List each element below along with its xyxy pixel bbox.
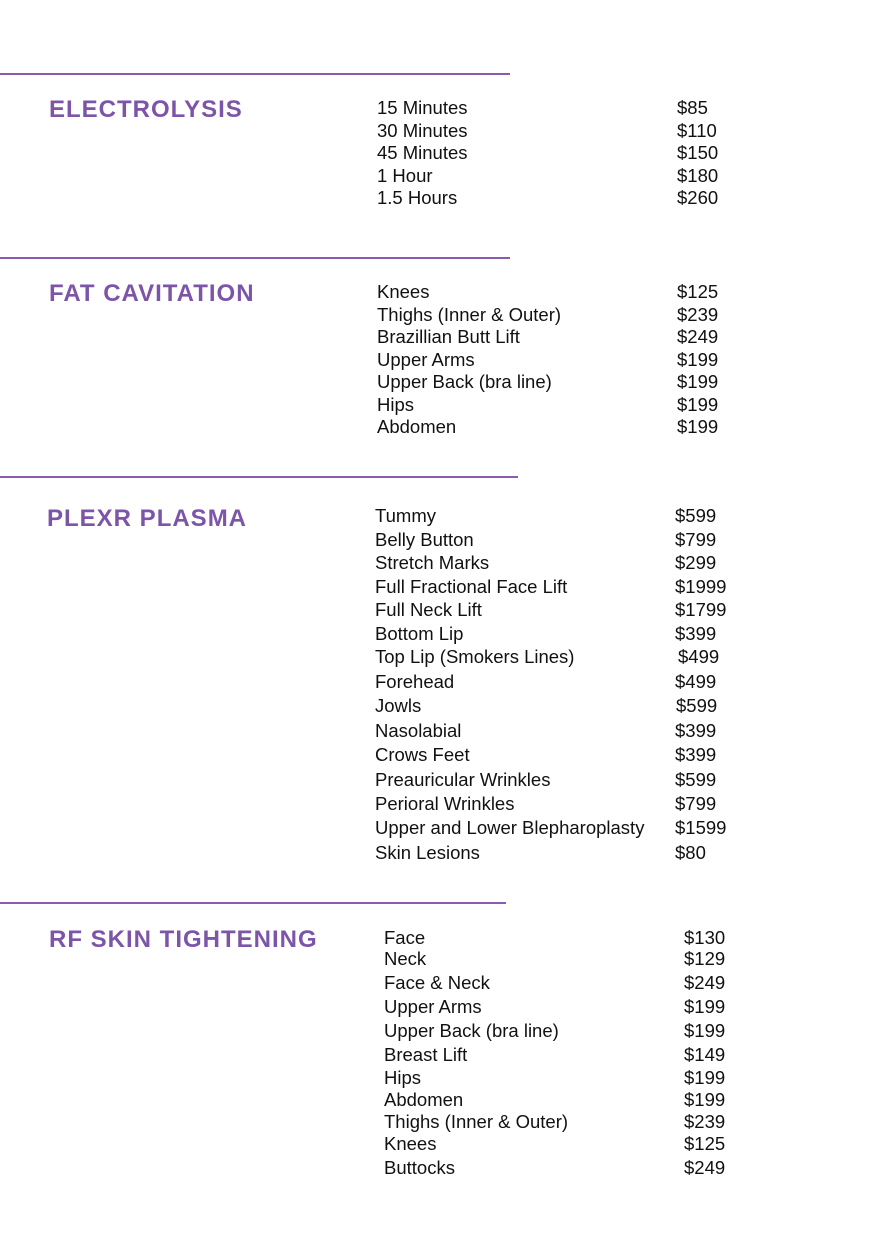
service-price: $399 <box>675 719 717 741</box>
price-list-item <box>384 1089 784 1111</box>
section-divider <box>0 476 518 478</box>
price-list-item <box>375 793 795 817</box>
service-price: $799 <box>675 528 717 550</box>
price-list-item <box>377 187 777 210</box>
price-list-item <box>375 529 795 553</box>
service-price: $1799 <box>675 599 727 620</box>
service-price: $180 <box>677 164 719 186</box>
service-price: $599 <box>675 768 717 790</box>
price-list-item <box>377 304 777 327</box>
service-name: Neck <box>384 948 427 969</box>
service-price: $249 <box>684 1156 726 1178</box>
service-price: $249 <box>677 326 719 347</box>
price-list-item <box>384 972 784 996</box>
service-name: Preauricular Wrinkles <box>375 768 551 790</box>
service-name: Hips <box>384 1066 422 1088</box>
service-name: Crows Feet <box>375 744 470 765</box>
service-price: $149 <box>684 1043 726 1065</box>
price-list-item <box>375 695 795 720</box>
price-list-item <box>375 576 795 600</box>
price-list-item <box>375 646 795 671</box>
service-name: Bottom Lip <box>375 622 464 644</box>
price-list-item <box>377 97 777 120</box>
service-name: Skin Lesions <box>375 841 480 863</box>
service-name: 30 Minutes <box>377 119 468 141</box>
service-price: $1599 <box>675 817 727 838</box>
service-name: Full Neck Lift <box>375 599 482 620</box>
price-list <box>375 505 795 866</box>
price-list-item <box>377 142 777 165</box>
service-price: $1999 <box>675 575 727 597</box>
service-price: $129 <box>684 948 726 969</box>
service-name: Upper Arms <box>384 995 482 1017</box>
section-divider <box>0 257 510 259</box>
price-list-item <box>375 552 795 576</box>
service-price: $249 <box>684 971 726 993</box>
service-name: Face <box>384 927 426 948</box>
service-price: $199 <box>677 416 719 437</box>
service-price: $80 <box>675 841 706 863</box>
service-name: 1.5 Hours <box>377 187 458 208</box>
price-list-item <box>377 326 777 349</box>
price-list-item <box>377 416 777 439</box>
service-name: Top Lip (Smokers Lines) <box>375 646 575 667</box>
service-name: Buttocks <box>384 1156 455 1178</box>
service-name: 15 Minutes <box>377 97 468 118</box>
service-price: $239 <box>677 303 719 325</box>
price-list-item <box>384 996 784 1020</box>
service-price: $125 <box>684 1132 726 1154</box>
service-name: Upper and Lower Blepharoplasty <box>375 817 645 838</box>
service-name: 45 Minutes <box>377 142 468 163</box>
service-name: Brazillian Butt Lift <box>377 326 520 347</box>
price-list-item <box>377 394 777 417</box>
service-name: Perioral Wrinkles <box>375 793 515 814</box>
price-list-item <box>384 1020 784 1044</box>
service-price: $199 <box>677 371 719 392</box>
price-list-item <box>375 599 795 623</box>
price-list-item <box>384 1111 784 1133</box>
service-price: $85 <box>677 97 708 118</box>
service-price: $499 <box>675 670 717 692</box>
service-name: Nasolabial <box>375 719 462 741</box>
price-list-item <box>377 120 777 143</box>
price-list-item <box>375 623 795 647</box>
price-list <box>377 97 777 210</box>
service-name: Breast Lift <box>384 1043 468 1065</box>
service-price: $199 <box>684 1089 726 1110</box>
service-price: $599 <box>676 695 718 716</box>
service-price: $799 <box>675 793 717 814</box>
price-list-item <box>375 671 795 696</box>
service-name: Belly Button <box>375 528 474 550</box>
service-name: Abdomen <box>384 1089 464 1110</box>
price-list-item <box>384 948 784 972</box>
section-title: PLEXR PLASMA <box>47 505 248 532</box>
price-list-item <box>384 1157 784 1180</box>
service-price: $199 <box>684 1019 726 1041</box>
section-title: FAT CAVITATION <box>49 280 255 307</box>
service-name: Hips <box>377 393 415 415</box>
service-name: Upper Arms <box>377 348 475 370</box>
price-list-item <box>377 371 777 394</box>
service-name: Forehead <box>375 670 455 692</box>
service-price: $299 <box>675 552 717 573</box>
price-list-item <box>375 842 795 866</box>
service-price: $125 <box>677 281 719 302</box>
section-title: ELECTROLYSIS <box>49 96 243 123</box>
service-name: Upper Back (bra line) <box>384 1019 559 1041</box>
service-price: $199 <box>677 393 719 415</box>
service-price: $399 <box>675 744 717 765</box>
service-price: $130 <box>684 927 726 948</box>
price-list-item <box>377 165 777 188</box>
service-price: $239 <box>684 1111 726 1132</box>
service-name: Stretch Marks <box>375 552 490 573</box>
service-name: Tummy <box>375 505 436 526</box>
price-list-item <box>384 1133 784 1157</box>
service-price: $199 <box>677 348 719 370</box>
service-name: Knees <box>377 281 430 302</box>
service-price: $599 <box>675 505 717 526</box>
service-name: Abdomen <box>377 416 457 437</box>
price-list-item <box>384 927 784 948</box>
price-list <box>384 927 784 1179</box>
price-list-item <box>375 744 795 769</box>
price-list-item <box>375 505 795 529</box>
service-name: Face & Neck <box>384 971 490 993</box>
price-list-item <box>377 349 777 372</box>
section-divider <box>0 73 510 75</box>
service-price: $199 <box>684 1066 726 1088</box>
price-list-item <box>384 1067 784 1090</box>
service-price: $399 <box>675 622 717 644</box>
service-name: Full Fractional Face Lift <box>375 575 568 597</box>
service-name: Jowls <box>375 695 422 716</box>
price-list <box>377 281 777 439</box>
price-list-item <box>375 769 795 794</box>
service-name: Upper Back (bra line) <box>377 371 552 392</box>
price-list-item <box>377 281 777 304</box>
section-divider <box>0 902 506 904</box>
service-name: Knees <box>384 1132 437 1154</box>
price-list-item <box>384 1044 784 1067</box>
service-price: $260 <box>677 187 719 208</box>
service-price: $150 <box>677 142 719 163</box>
service-price: $110 <box>677 119 717 141</box>
section-title: RF SKIN TIGHTENING <box>49 926 318 953</box>
service-price: $199 <box>684 995 726 1017</box>
service-name: Thighs (Inner & Outer) <box>384 1111 569 1132</box>
service-name: 1 Hour <box>377 164 433 186</box>
service-name: Thighs (Inner & Outer) <box>377 303 562 325</box>
service-price: $499 <box>678 646 720 667</box>
price-list-item <box>375 817 795 842</box>
price-list-item <box>375 720 795 745</box>
